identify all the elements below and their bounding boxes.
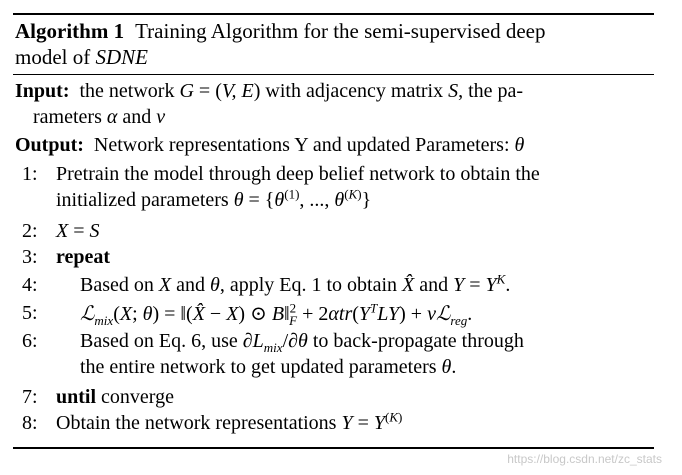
step-7-line1: until converge <box>56 386 174 408</box>
algorithm-caption-line2 <box>15 44 148 70</box>
step-4-line1: Based on X and θ, apply Eq. 1 to obtain X̂ and $Y = Y^K$. <box>80 271 511 296</box>
bottom-rule <box>13 447 654 449</box>
step-4-number: 4: <box>22 274 38 296</box>
step-6-number: 6: <box>22 330 38 352</box>
step-3-number: 3: <box>22 246 38 268</box>
algorithm-label: Algorithm 1 <box>15 19 125 43</box>
step-1-number: 1: <box>22 163 38 185</box>
step-8-line1: Obtain the network representations $Y = Y^{(K)}$ <box>56 409 403 434</box>
algorithm-model-name: SDNE <box>95 45 148 69</box>
step-6-line1: Based on Eq. 6, use $\partial L_{mix}/\partial\theta$ to back-propagate through <box>80 330 524 355</box>
input-line-2 <box>33 105 165 129</box>
input-label: Input: <box>15 80 70 102</box>
algorithm-caption <box>15 18 546 44</box>
algorithm-title-prefix: model of <box>15 45 91 69</box>
input-text-line1: the network G = (V, E) with adjacency matrix S, the pa- <box>79 80 524 102</box>
step-7-number: 7: <box>22 386 38 408</box>
watermark-text: https://blog.csdn.net/zc_stats <box>507 452 662 466</box>
step-1-line1: Pretrain the model through deep belief network to obtain the <box>56 163 540 185</box>
step-8-number: 8: <box>22 412 38 434</box>
step-6-line2: the entire network to get updated parameters θ. <box>80 356 457 378</box>
output-label: Output: <box>15 134 84 156</box>
output-line <box>15 133 524 157</box>
step-2-line1: X = S <box>56 220 100 242</box>
step-3-line1: repeat <box>56 246 111 268</box>
input-line-1 <box>15 79 523 103</box>
output-text: Network representations Y and updated Parameters: θ <box>93 134 525 156</box>
step-1-line2: initialized parameters $\theta = \{\theta^{(1)}$, ..., $\theta^{(K)}$} <box>56 186 372 211</box>
algorithm-title-line1: Training Algorithm for the semi-supervised deep <box>135 19 546 43</box>
input-text-line2: rameters α and ν <box>33 106 166 128</box>
step-5-line1: ℒ$_{mix}$(X; θ) = ‖(X̂ − X) ⊙ B‖$^2_F$ + $2\alpha tr(Y^TLY)$ + νℒ$_{reg}$. <box>80 300 473 328</box>
caption-rule <box>13 74 654 75</box>
top-rule <box>13 13 654 15</box>
step-2-number: 2: <box>22 220 38 242</box>
step-5-number: 5: <box>22 302 38 324</box>
